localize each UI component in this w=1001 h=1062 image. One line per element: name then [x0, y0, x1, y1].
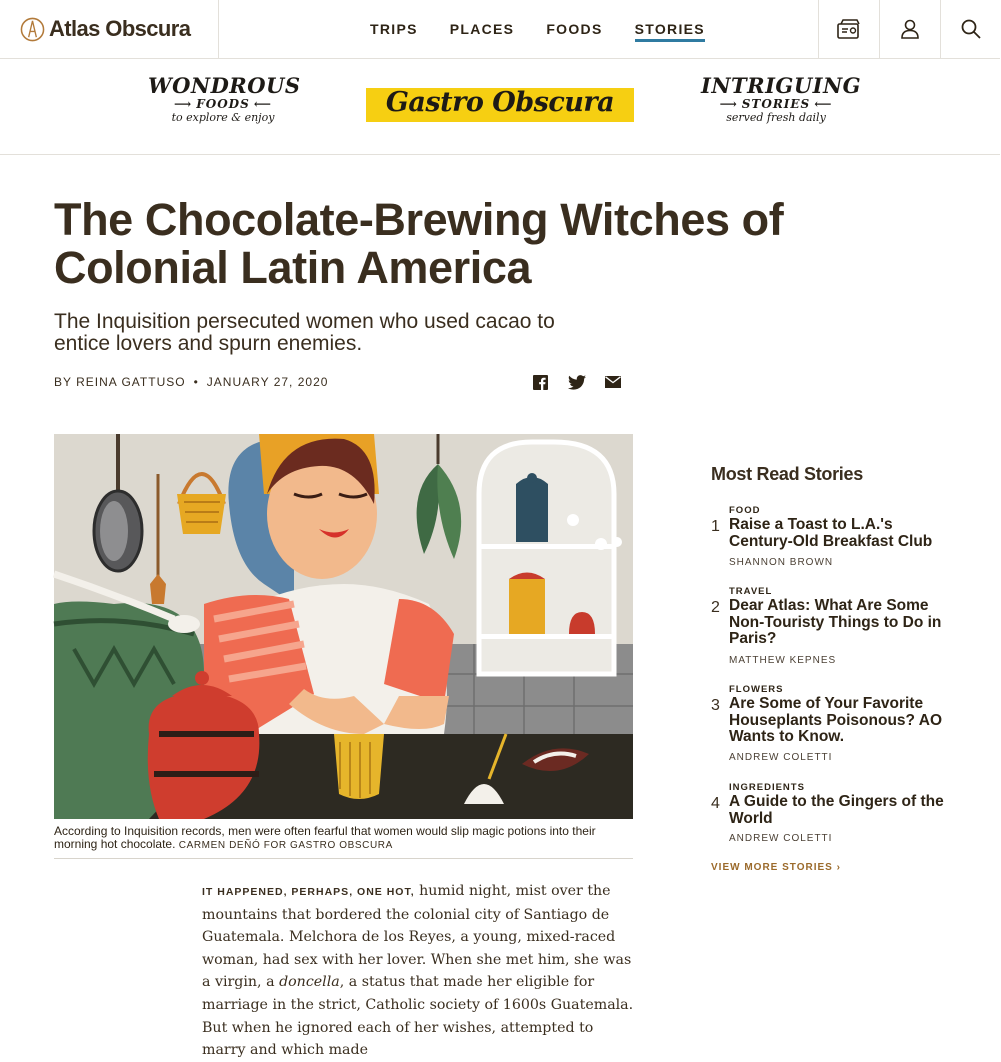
primary-nav [370, 0, 737, 58]
search-icon [960, 18, 982, 40]
image-credit: CARMEN DEÑÓ FOR GASTRO OBSCURA [178, 840, 393, 851]
hero-illustration [54, 434, 633, 819]
slogan-right-small: served fresh daily [726, 111, 826, 124]
top-navigation [0, 0, 1000, 59]
gastro-obscura-logo-text: Gastro Obscura [385, 86, 615, 118]
banner-slogan-right [701, 73, 862, 125]
share-twitter-button[interactable] [567, 373, 587, 391]
arrow-right-icon: ⟶ [174, 97, 193, 111]
story-rank: 2 [711, 599, 720, 616]
story-rank: 1 [711, 518, 720, 535]
brand-name: Atlas Obscura [49, 16, 191, 41]
compass-logo-icon [20, 17, 45, 42]
nav-stories[interactable]: STORIES [634, 21, 705, 37]
chocolate-witch-illustration [54, 434, 633, 819]
article-byline [54, 375, 328, 389]
gastro-obscura-banner[interactable] [0, 59, 1000, 155]
story-author[interactable]: ANDREW COLETTI [729, 833, 833, 844]
trips-inbox-button[interactable] [818, 0, 879, 58]
story-category[interactable]: INGREDIENTS [729, 782, 805, 793]
body-emphasis: doncella [279, 974, 340, 991]
arrow-left-icon: ⟵ [253, 97, 272, 111]
twitter-icon [568, 375, 586, 390]
story-rank: 3 [711, 697, 720, 714]
most-read-story[interactable] [711, 782, 951, 847]
email-icon [605, 376, 621, 388]
story-category[interactable]: TRAVEL [729, 586, 773, 597]
story-author[interactable]: MATTHEW KEPNES [729, 655, 837, 666]
most-read-story[interactable] [711, 505, 951, 575]
slogan-right-mid [701, 97, 851, 111]
share-facebook-button[interactable] [531, 373, 549, 391]
publish-date: JANUARY 27, 2020 [206, 375, 329, 389]
trips-inbox-icon [836, 18, 862, 40]
slogan-right-big: INTRIGUING [701, 73, 862, 98]
slogan-right-mid-text: STORIES [741, 97, 811, 111]
most-read-heading: Most Read Stories [711, 464, 863, 484]
body-text-1: humid night, mist over the mountains that bordered the colonial city of Santiago de Guatemala. Melchora de los Reyes, a young, mixed-raced woman, had sex with her lover. When she met him, she was a virgin, a [202, 883, 632, 991]
body-text-2: , a status that made her eligible for marriage in the strict, Catholic society of 1600s Guatemala. But when he ignored each of her wishes, attempted to marry and which made [202, 974, 634, 1059]
banner-slogan-left [148, 73, 301, 125]
view-more-stories-link[interactable] [711, 862, 841, 873]
story-rank: 4 [711, 795, 720, 812]
share-email-button[interactable] [604, 373, 622, 391]
story-headline[interactable]: A Guide to the Gingers of the World [729, 793, 944, 827]
arrow-right-icon: ⟶ [719, 97, 738, 111]
slogan-left-mid-text: FOODS [196, 97, 250, 111]
hero-caption [54, 825, 633, 859]
story-headline[interactable]: Are Some of Your Favorite Houseplants Poisonous? AO Wants to Know. [729, 695, 942, 745]
story-category[interactable]: FLOWERS [729, 684, 784, 695]
caption-text: According to Inquisition records, men were often fearful that women would slip magic potions into their morning hot chocolate. [54, 824, 596, 851]
article-body [202, 880, 634, 1062]
nav-places[interactable]: PLACES [449, 21, 515, 37]
slogan-left-mid [148, 97, 298, 111]
user-icon [899, 18, 921, 40]
slogan-left-big: WONDROUS [148, 73, 301, 98]
lead-in: IT HAPPENED, PERHAPS, ONE HOT, [202, 886, 415, 898]
article-title: The Chocolate-Brewing Witches of Colonial Latin America [54, 194, 784, 293]
brand-home-link[interactable] [0, 0, 219, 58]
search-button[interactable] [940, 0, 1001, 58]
facebook-icon [533, 375, 548, 390]
story-category[interactable]: FOOD [729, 505, 761, 516]
nav-trips[interactable]: TRIPS [370, 21, 418, 37]
nav-foods[interactable]: FOODS [546, 21, 603, 37]
most-read-story[interactable] [711, 586, 951, 671]
most-read-story[interactable] [711, 684, 951, 769]
view-more-label: VIEW MORE STORIES [711, 862, 833, 873]
slogan-left-small: to explore & enjoy [171, 111, 275, 124]
story-author[interactable]: SHANNON BROWN [729, 557, 834, 568]
gastro-obscura-logo[interactable] [366, 88, 634, 122]
author-link[interactable]: BY REINA GATTUSO [54, 375, 186, 389]
account-button[interactable] [879, 0, 940, 58]
story-author[interactable]: ANDREW COLETTI [729, 752, 833, 763]
story-headline[interactable]: Dear Atlas: What Are Some Non-Touristy Things to Do in Paris? [729, 597, 942, 647]
story-headline[interactable]: Raise a Toast to L.A.'s Century-Old Breakfast Club [729, 516, 933, 550]
chevron-right-icon: › [836, 862, 841, 873]
arrow-left-icon: ⟵ [814, 97, 833, 111]
byline-separator: • [193, 375, 199, 389]
article-subtitle: The Inquisition persecuted women who used cacao to entice lovers and spurn enemies. [54, 310, 555, 355]
